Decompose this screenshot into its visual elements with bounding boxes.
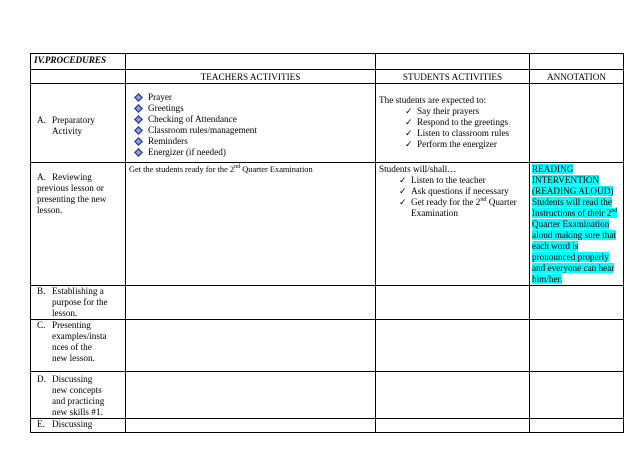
diamond-bullet-icon (134, 126, 143, 135)
check-mark-icon: ✓ (405, 139, 413, 149)
row-letter: A. (37, 115, 46, 125)
label-line: presenting the new (37, 194, 107, 204)
teacher-activity-item: Energizer (if needed) (134, 147, 375, 158)
annotation-line: and everyone can hear (532, 263, 615, 273)
teacher-text-rest: Quarter Examination (240, 165, 313, 174)
row-label-establishing-purpose: B. Establishing a purpose for the lesson. (31, 286, 126, 320)
student-activity-item: ✓ Perform the energizer (405, 139, 497, 149)
teacher-activity-list (134, 92, 375, 158)
annotation-line: aloud making sure that (532, 230, 616, 240)
check-mark-icon: ✓ (405, 106, 413, 116)
student-activity-item: ✓ Get ready for the 2nd Quarter Examination (399, 196, 517, 218)
label-line: Preparatory (52, 115, 95, 125)
annotation-line: Quarter Examination (532, 219, 610, 229)
diamond-bullet-icon (134, 93, 143, 102)
student-reviewing-cell (376, 163, 530, 286)
student-intro: Students will/shall… (379, 164, 457, 174)
annotation-line: him/her. (532, 274, 563, 284)
label-line: lesson. (37, 205, 63, 215)
teacher-reviewing-cell (126, 163, 376, 286)
check-mark-icon: ✓ (399, 175, 407, 185)
row-label-reviewing (31, 163, 126, 286)
student-activity-item: ✓ Listen to the teacher (399, 175, 486, 185)
student-activity-item: ✓ Listen to classroom rules (405, 128, 510, 138)
annotation-line: Students will read the (532, 197, 612, 207)
diamond-bullet-icon (134, 148, 143, 157)
label-line: previous lesson or (37, 183, 104, 193)
row-label-discussing-concepts: D. Discussing new concepts and practicing new skills #1. (31, 372, 126, 419)
check-mark-icon: ✓ (399, 186, 407, 196)
reading-intervention-note (532, 164, 623, 285)
procedures-table (30, 53, 624, 433)
check-mark-icon: ✓ (405, 117, 413, 127)
student-activity-item: ✓ Say their prayers (405, 106, 480, 116)
diamond-bullet-icon (134, 137, 143, 146)
annotation-line: (READING ALOUD) (532, 186, 614, 196)
teachers-activities-header: TEACHERS ACTIVITIES (126, 70, 376, 84)
student-preparatory-cell (376, 84, 530, 163)
annotation-line: each word is (532, 241, 579, 251)
row-label-discussing-2: E. Discussing (31, 419, 126, 433)
check-mark-icon: ✓ (399, 197, 407, 207)
label-line: Reviewing (52, 172, 92, 182)
annotation-line: pronounced properly (532, 252, 609, 262)
annotation-line: READING (532, 164, 574, 174)
teacher-text: Get the students ready for the 2 (129, 165, 235, 174)
row-letter: A. (37, 172, 46, 182)
section-title: IV.PROCEDURES (31, 54, 126, 70)
teacher-preparatory-cell (126, 84, 376, 163)
label-line: Activity (52, 126, 83, 136)
annotation-header: ANNOTATION (530, 70, 624, 84)
row-label-presenting-examples: C. Presenting examples/insta nces of the new lesson. (31, 320, 126, 372)
teacher-activity-item: Reminders (134, 136, 375, 147)
teacher-activity-item: Classroom rules/management (134, 125, 375, 136)
ordinal-suffix: nd (234, 164, 241, 171)
teacher-activity-item: Prayer (134, 92, 375, 103)
annotation-preparatory-cell (530, 84, 624, 163)
student-intro: The students are expected to: (379, 95, 487, 105)
check-mark-icon: ✓ (405, 128, 413, 138)
annotation-line: INTERVENTION (532, 175, 600, 185)
student-activity-list (379, 106, 529, 150)
row-label-preparatory (31, 84, 126, 163)
annotation-line: Instructions of their 2nd (532, 207, 618, 218)
students-activities-header: STUDENTS ACTIVITIES (376, 70, 530, 84)
teacher-activity-item: Greetings (134, 103, 375, 114)
diamond-bullet-icon (134, 115, 143, 124)
teacher-activity-item: Checking of Attendance (134, 114, 375, 125)
diamond-bullet-icon (134, 104, 143, 113)
annotation-reviewing-cell (530, 163, 624, 286)
student-activity-item: ✓ Respond to the greetings (405, 117, 509, 127)
student-activity-item: ✓ Ask questions if necessary (399, 186, 509, 196)
